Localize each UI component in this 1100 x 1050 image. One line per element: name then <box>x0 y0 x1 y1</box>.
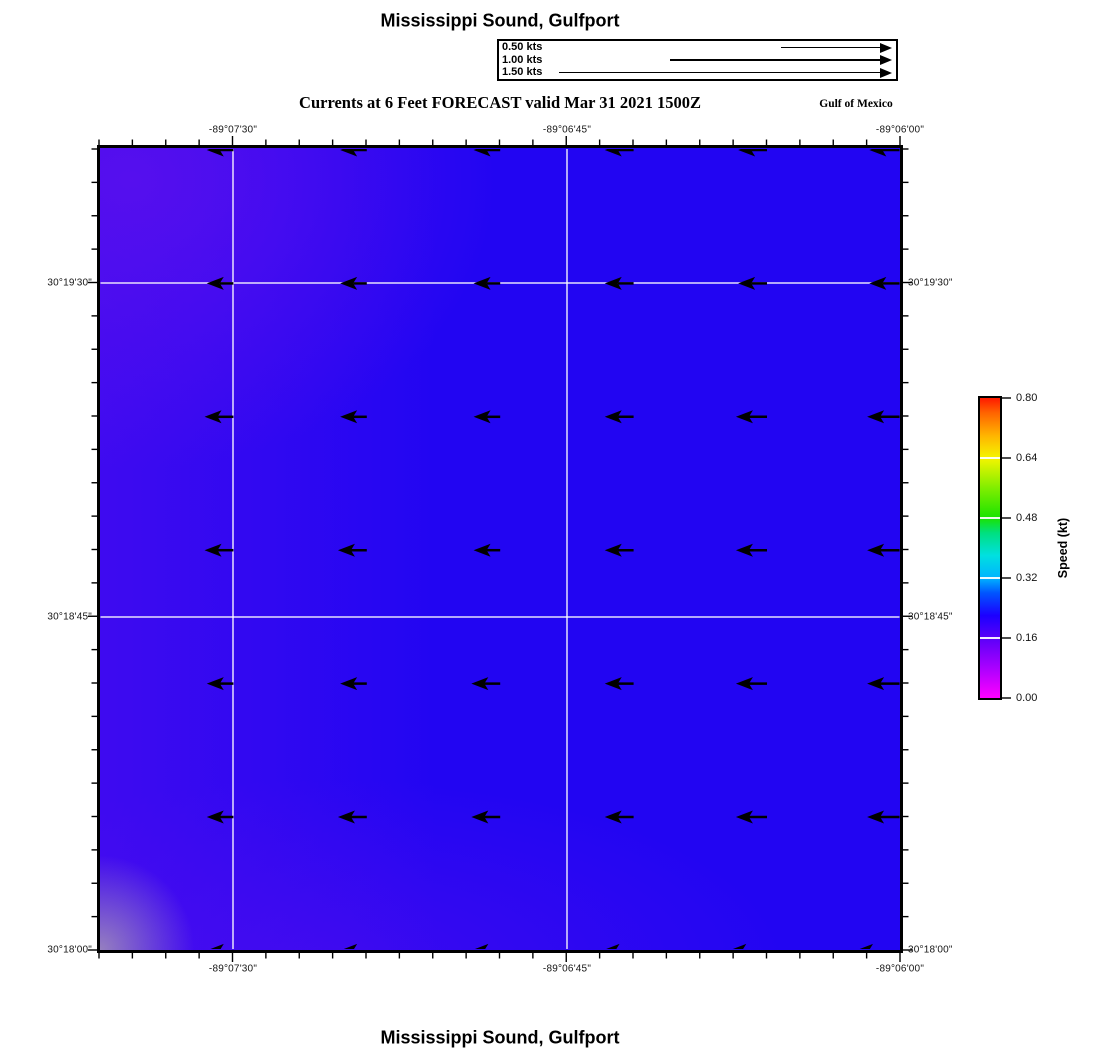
lat-axis-label-left: 30°18'00" <box>47 944 92 956</box>
colorbar-rule <box>980 457 1000 459</box>
colorbar-tick-label: 0.16 <box>1016 632 1038 644</box>
arrow-shaft <box>670 59 880 61</box>
lon-axis-label-bottom: -89°07'30" <box>208 963 258 975</box>
legend-item <box>502 42 893 54</box>
colorbar-tick-label: 0.32 <box>1016 572 1038 584</box>
lat-axis-label-right: 30°18'45" <box>908 611 953 623</box>
legend-item <box>502 54 893 66</box>
arrow-shaft <box>781 47 880 49</box>
lon-axis-label-bottom: -89°06'00" <box>875 963 925 975</box>
lat-axis-label-right: 30°18'00" <box>908 944 953 956</box>
colorbar-rule <box>980 577 1000 579</box>
legend-item-label: 1.00 kts <box>502 53 543 66</box>
arrow-head-icon <box>880 68 892 78</box>
legend-item <box>502 67 893 79</box>
lat-axis-label-right: 30°19'30" <box>908 277 953 289</box>
colorbar-title: Speed (kt) <box>1056 517 1070 579</box>
colorbar-rule <box>980 637 1000 639</box>
lat-axis-label-left: 30°19'30" <box>47 277 92 289</box>
colorbar-tick-label: 0.80 <box>1016 392 1038 404</box>
legend-item-label: 1.50 kts <box>502 66 543 78</box>
arrow-head-icon <box>880 55 892 65</box>
lon-axis-label-top: -89°06'45" <box>542 124 592 136</box>
page-title: Mississippi Sound, Gulfport <box>380 10 620 31</box>
colorbar-tick-label: 0.64 <box>1016 452 1038 464</box>
scale-arrow <box>781 43 892 53</box>
page-title-bottom: Mississippi Sound, Gulfport <box>380 1027 620 1048</box>
lon-axis-label-top: -89°06'00" <box>875 124 925 136</box>
legend-item-label: 0.50 kts <box>502 41 543 53</box>
colorbar-tick-label: 0.48 <box>1016 512 1038 524</box>
arrow-shaft <box>559 72 880 74</box>
colorbar-rule <box>980 517 1000 519</box>
region-label: Gulf of Mexico <box>819 98 893 110</box>
speed-scale-legend <box>497 39 898 81</box>
lat-axis-label-left: 30°18'45" <box>47 611 92 623</box>
scale-arrow <box>670 55 892 65</box>
lon-axis-label-top: -89°07'30" <box>208 124 258 136</box>
forecast-subtitle: Currents at 6 Feet FORECAST valid Mar 31 2021 1500Z <box>299 93 701 112</box>
speed-colorbar <box>978 396 1002 700</box>
lon-axis-label-bottom: -89°06'45" <box>542 963 592 975</box>
current-vector-map <box>97 145 903 953</box>
colorbar-tick-label: 0.00 <box>1016 692 1038 704</box>
arrow-head-icon <box>880 43 892 53</box>
scale-arrow <box>559 68 892 78</box>
